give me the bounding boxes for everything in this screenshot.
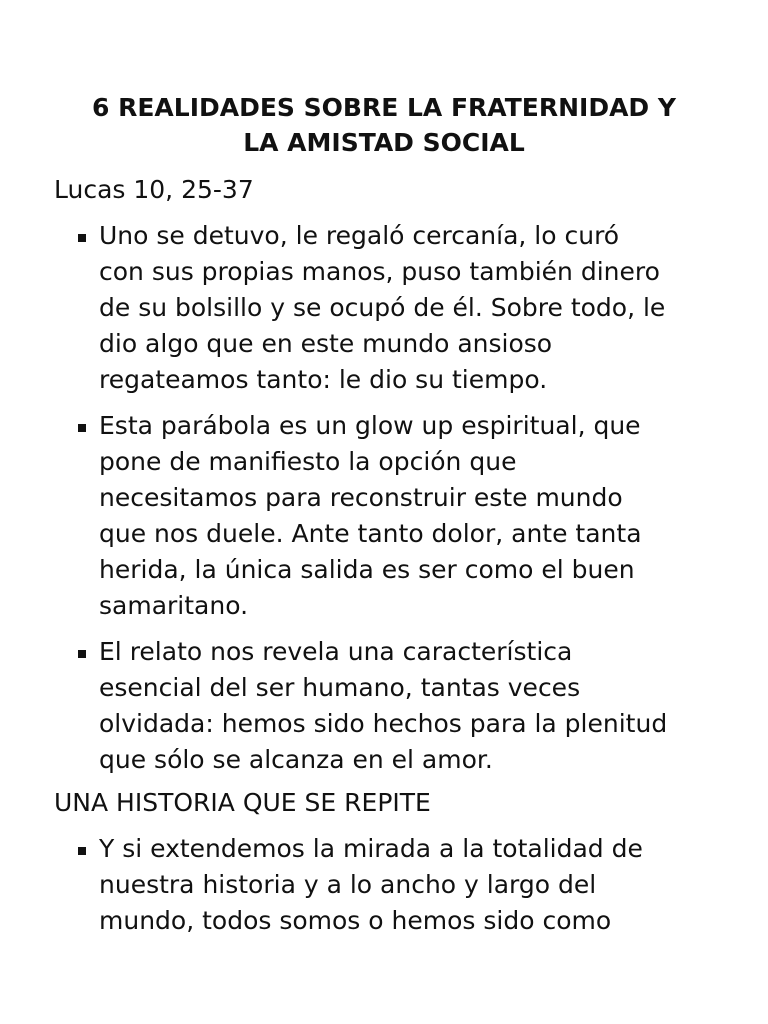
text-line: Y si extendemos la mirada a la totalidad de: [99, 834, 643, 863]
text-line: mundo, todos somos o hemos sido como: [99, 906, 612, 935]
text-line: regateamos tanto: le dio su tiempo.: [99, 365, 548, 394]
title-line: LA AMISTAD SOCIAL: [243, 128, 525, 157]
text-line: que nos duele. Ante tanto dolor, ante tanta: [99, 519, 642, 548]
text-line: olvidada: hemos sido hechos para la plenitud: [99, 709, 668, 738]
text-line: Esta parábola es un glow up espiritual, que: [99, 411, 641, 440]
text-line: dio algo que en este mundo ansioso: [99, 329, 553, 358]
bullet-list-lucas: [0, 218, 768, 788]
text-line: nuestra historia y a lo ancho y largo del: [99, 870, 597, 899]
text-line: de su bolsillo y se ocupó de él. Sobre todo, le: [99, 293, 666, 322]
document-title: [40, 90, 728, 160]
list-item: [0, 831, 768, 939]
square-bullet-icon: [78, 650, 86, 658]
bullet-list-historia: [0, 831, 768, 949]
list-item: [0, 408, 768, 624]
list-item: [0, 218, 768, 398]
text-line: El relato nos revela una característica: [99, 637, 573, 666]
section-heading-historia: UNA HISTORIA QUE SE REPITE: [54, 788, 431, 817]
section-heading-lucas: Lucas 10, 25-37: [54, 175, 254, 204]
square-bullet-icon: [78, 234, 86, 242]
list-item: [0, 634, 768, 778]
text-line: que sólo se alcanza en el amor.: [99, 745, 493, 774]
text-line: necesitamos para reconstruir este mundo: [99, 483, 623, 512]
text-line: samaritano.: [99, 591, 249, 620]
text-line: con sus propias manos, puso también dinero: [99, 257, 660, 286]
text-line: Uno se detuvo, le regaló cercanía, lo curó: [99, 221, 620, 250]
square-bullet-icon: [78, 424, 86, 432]
square-bullet-icon: [78, 847, 86, 855]
text-line: herida, la única salida es ser como el buen: [99, 555, 635, 584]
text-line: esencial del ser humano, tantas veces: [99, 673, 581, 702]
title-line: 6 REALIDADES SOBRE LA FRATERNIDAD Y: [92, 93, 676, 122]
text-line: pone de manifiesto la opción que: [99, 447, 517, 476]
